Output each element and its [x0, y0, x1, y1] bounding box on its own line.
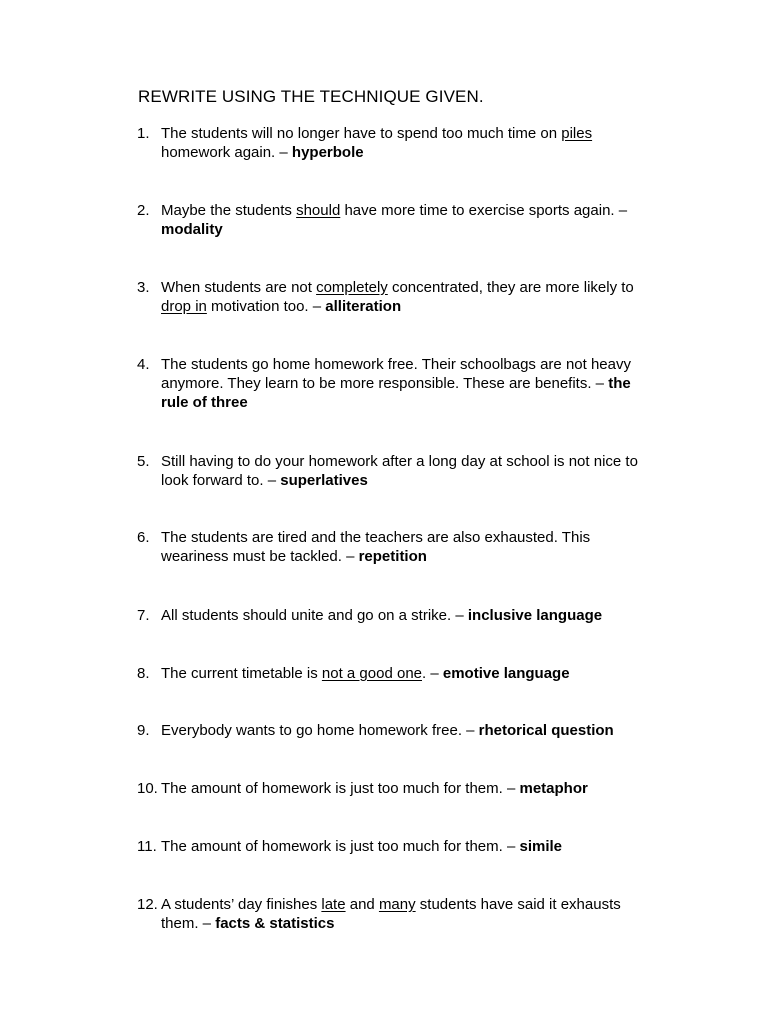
item-text	[161, 201, 661, 239]
technique-label: facts & statistics	[215, 915, 335, 932]
technique-label: metaphor	[519, 780, 588, 797]
technique-label: emotive language	[442, 665, 570, 682]
underlined-word: completely	[316, 279, 388, 296]
sentence-text: All students should unite and go on a strike. –	[161, 607, 468, 624]
exercise-item	[137, 201, 667, 239]
technique-label: superlatives	[280, 472, 368, 489]
exercise-item	[137, 837, 667, 856]
item-number: 3.	[137, 279, 150, 296]
underlined-word: should	[296, 202, 341, 219]
item-number: 5.	[137, 453, 150, 470]
exercise-item	[137, 606, 667, 625]
exercise-item	[137, 452, 667, 490]
sentence-text: Still having to do your homework after a long day at school is not nice to look forward to. –	[161, 453, 638, 489]
sentence-text: motivation too. –	[206, 298, 326, 315]
item-text	[161, 779, 661, 798]
item-text	[161, 278, 661, 316]
item-number: 11.	[137, 838, 157, 855]
technique-label: simile	[519, 838, 563, 855]
underlined-word: many	[378, 896, 416, 913]
item-text	[161, 124, 661, 162]
item-number: 4.	[137, 356, 150, 373]
sentence-text: have more time to exercise sports again. –	[340, 202, 628, 219]
item-text	[161, 721, 661, 740]
item-number: 7.	[137, 607, 150, 624]
sentence-text: homework again. –	[161, 144, 292, 161]
sentence-text: When students are not	[161, 279, 317, 296]
exercise-item	[137, 124, 667, 162]
sentence-text: The students go home homework free. Their schoolbags are not heavy anymore. They learn to be more responsible. These are benefits. –	[161, 356, 631, 392]
exercise-item	[137, 895, 667, 933]
item-text	[161, 606, 661, 625]
item-number: 1.	[137, 125, 150, 142]
technique-label: hyperbole	[291, 144, 364, 161]
technique-label: repetition	[358, 548, 427, 565]
page-title: REWRITE USING THE TECHNIQUE GIVEN.	[138, 87, 484, 106]
sentence-text: students have said it exhausts them. –	[161, 896, 621, 932]
item-text	[161, 664, 661, 683]
technique-label: alliteration	[325, 298, 402, 315]
sentence-text: Maybe the students	[161, 202, 297, 219]
item-number: 10.	[137, 780, 158, 797]
item-text	[161, 895, 661, 933]
item-number: 2.	[137, 202, 150, 219]
sentence-text: A students’ day finishes	[161, 896, 322, 913]
item-number: 8.	[137, 665, 150, 682]
item-text	[161, 837, 661, 856]
exercise-item	[137, 278, 667, 316]
sentence-text: The amount of homework is just too much for them. –	[161, 838, 520, 855]
item-text	[161, 528, 661, 566]
underlined-word: drop in	[161, 298, 207, 315]
underlined-word: late	[321, 896, 346, 913]
sentence-text: The students will no longer have to spend too much time on	[161, 125, 562, 142]
exercise-item	[137, 664, 667, 683]
sentence-text: and	[345, 896, 379, 913]
sentence-text: The current timetable is	[161, 665, 322, 682]
sentence-text: The amount of homework is just too much for them. –	[161, 780, 520, 797]
item-text	[161, 355, 661, 412]
item-number: 9.	[137, 722, 150, 739]
item-number: 6.	[137, 529, 150, 546]
technique-label: modality	[161, 221, 223, 238]
underlined-word: not a good one	[321, 665, 422, 682]
exercise-item	[137, 779, 667, 798]
technique-label: rhetorical question	[478, 722, 614, 739]
item-text	[161, 452, 661, 490]
sentence-text: . –	[422, 665, 443, 682]
underlined-word: piles	[561, 125, 593, 142]
sentence-text: The students are tired and the teachers are also exhausted. This weariness must be tackled. –	[161, 529, 591, 565]
exercise-item	[137, 721, 667, 740]
item-number: 12.	[137, 896, 158, 913]
technique-label: the rule of three	[161, 375, 631, 411]
sentence-text: Everybody wants to go home homework free. –	[161, 722, 479, 739]
exercise-item	[137, 528, 667, 566]
sentence-text: concentrated, they are more likely to	[387, 279, 634, 296]
technique-label: inclusive language	[467, 607, 603, 624]
exercise-item	[137, 355, 667, 412]
